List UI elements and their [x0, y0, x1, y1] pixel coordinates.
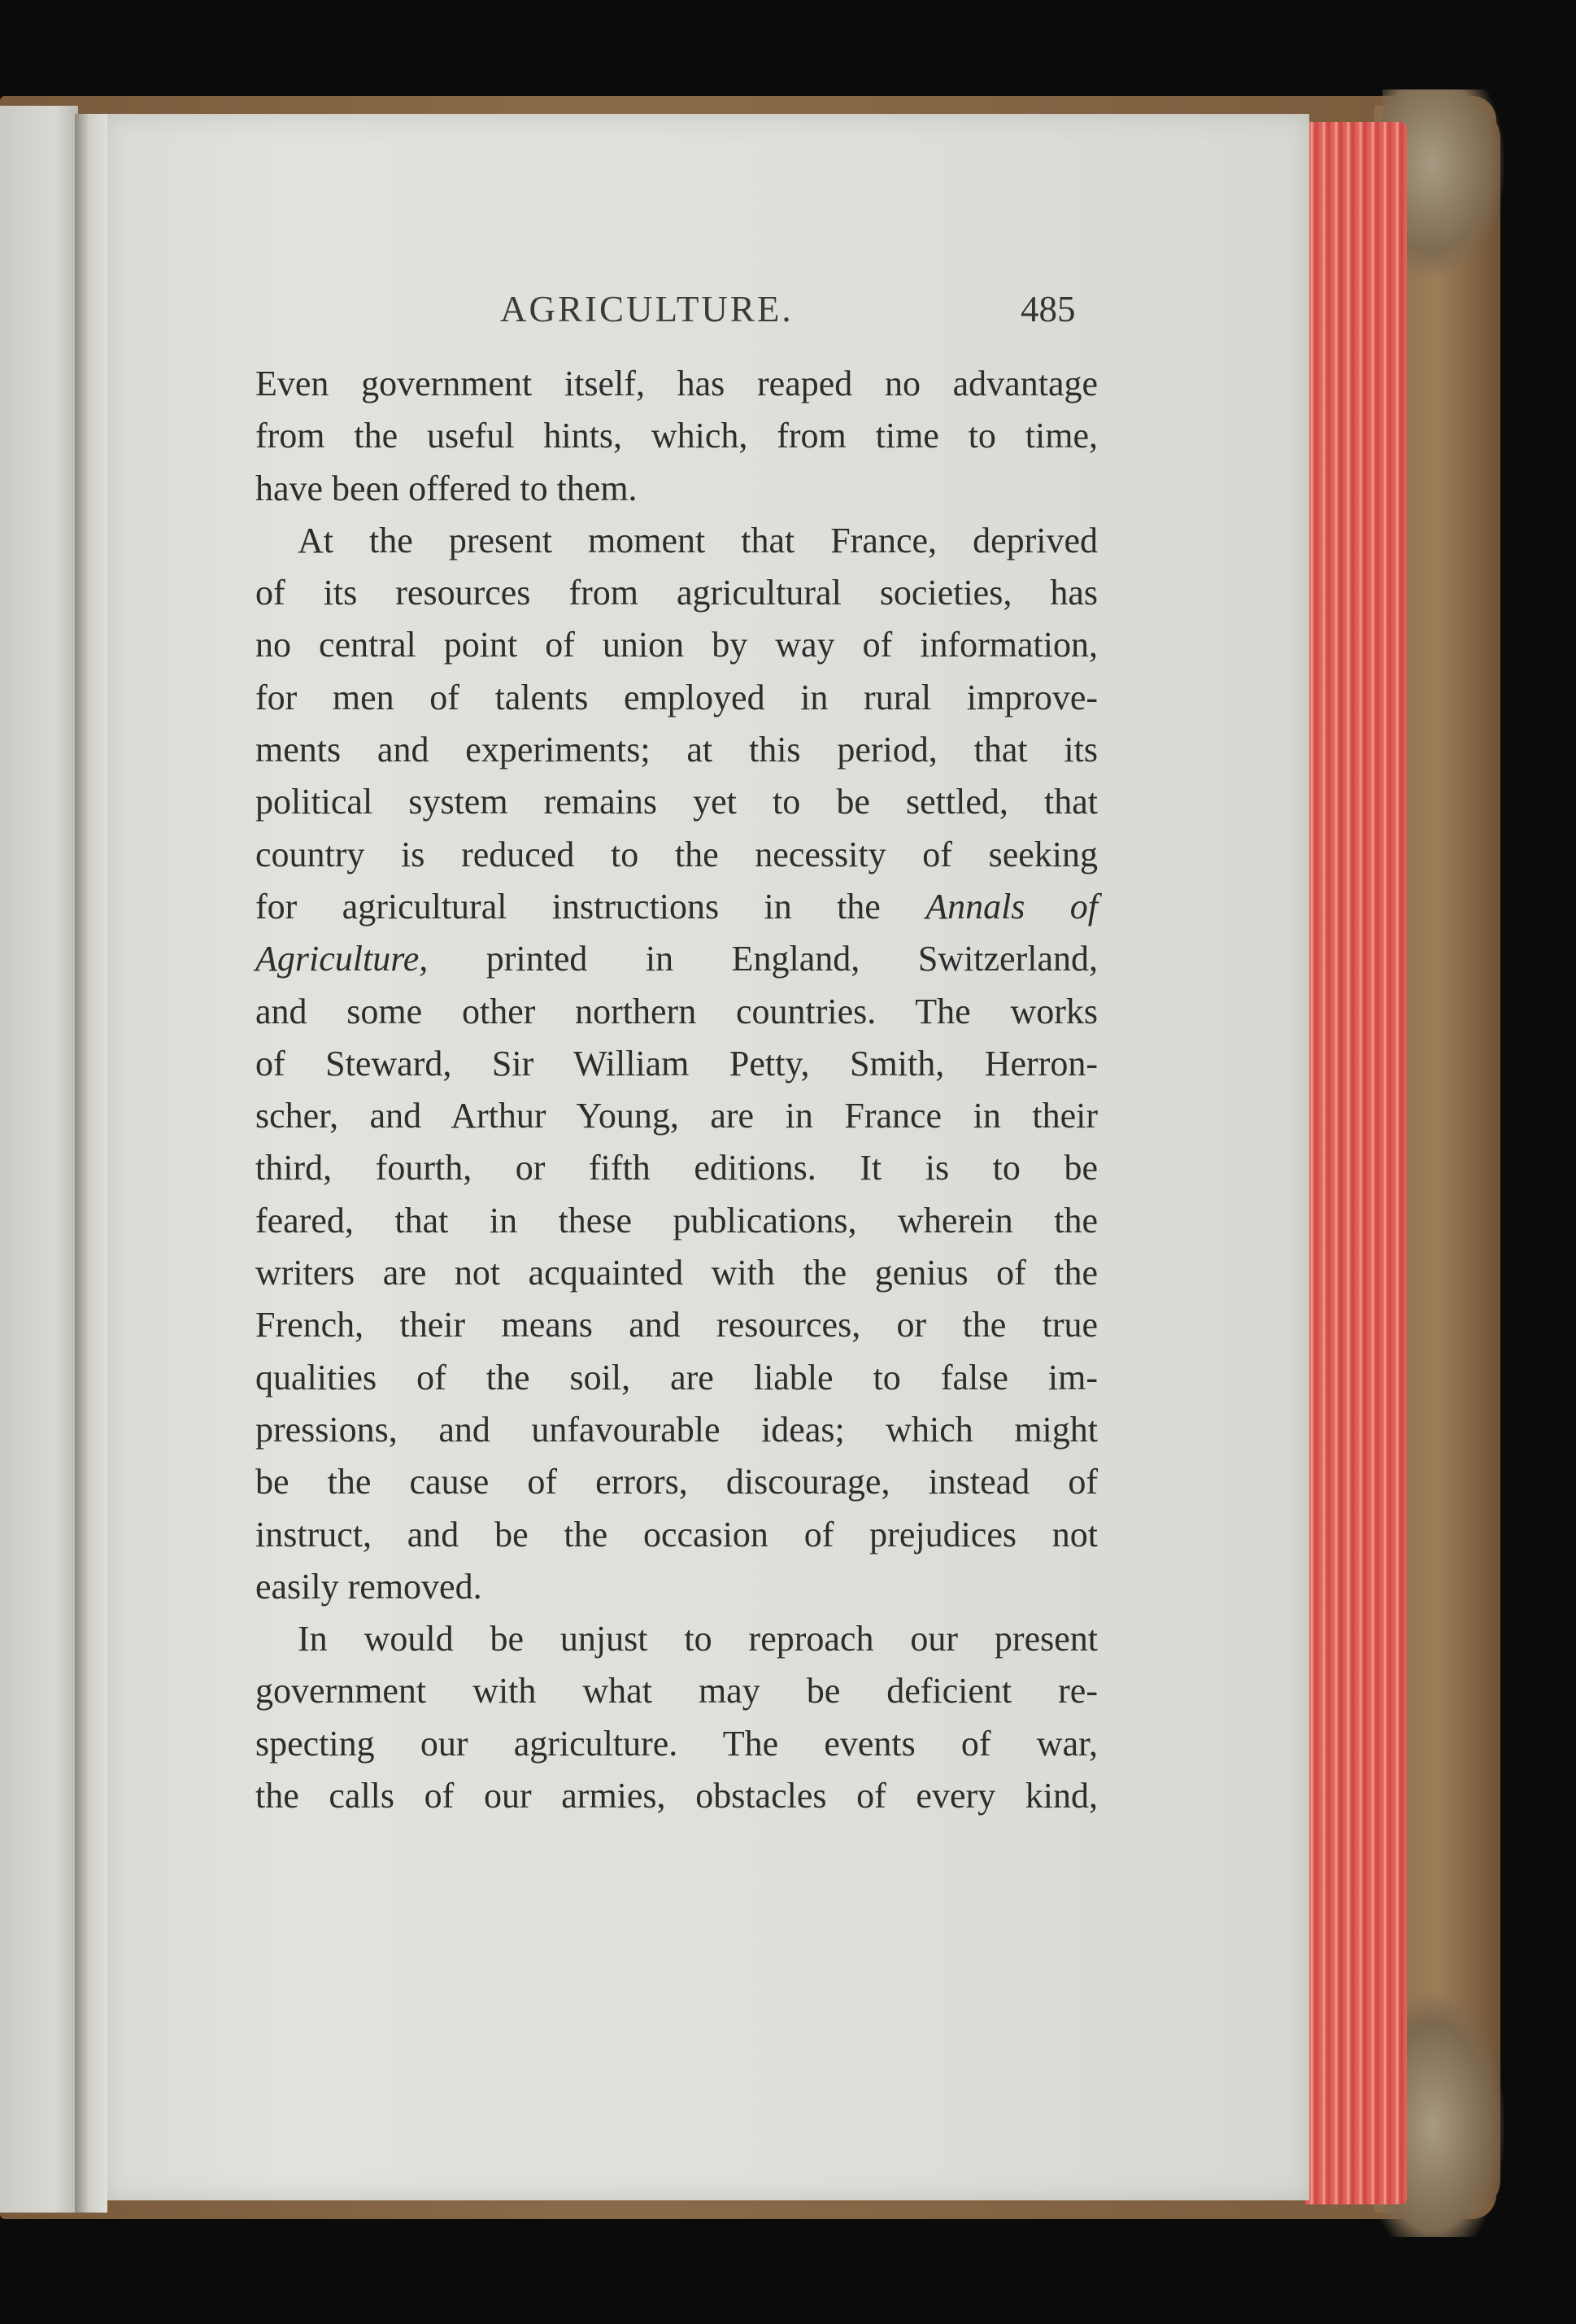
text-line: no central point of union by way of information,: [255, 625, 1098, 665]
text-line: government with what may be deficient re-: [255, 1671, 1098, 1711]
paragraph-start: In would be unjust to reproach our present: [298, 1619, 1098, 1659]
text-line: Even government itself, has reaped no advantage: [255, 364, 1098, 403]
body-text: [255, 358, 1098, 1822]
text-line: of Steward, Sir William Petty, Smith, Herron-: [255, 1043, 1098, 1084]
text-line: scher, and Arthur Young, are in France in their: [255, 1096, 1098, 1136]
text-line: qualities of the soil, are liable to false im-: [255, 1357, 1098, 1397]
text-line-with-italic: [255, 881, 1098, 933]
text-line: pressions, and unfavourable ideas; which might: [255, 1409, 1098, 1450]
text-line: French, their means and resources, or the true: [255, 1305, 1098, 1345]
text-line: the calls of our armies, obstacles of every kind,: [255, 1776, 1098, 1816]
page-gutter: [75, 114, 107, 2213]
red-page-edges: [1305, 122, 1407, 2204]
paragraph-start: At the present moment that France, deprived: [298, 520, 1098, 560]
text-line: be the cause of errors, discourage, instead of: [255, 1462, 1098, 1502]
text-line: instruct, and be the occasion of prejudices not: [255, 1514, 1098, 1554]
text-line: have been offered to them.: [255, 468, 638, 508]
page-number: 485: [1021, 289, 1076, 329]
running-head: AGRICULTURE.: [500, 289, 794, 329]
text-line: third, fourth, or fifth editions. It is to be: [255, 1148, 1098, 1188]
text-line: country is reduced to the necessity of seeking: [255, 834, 1098, 874]
text-line: easily removed.: [255, 1566, 482, 1607]
text-fragment: for agricultural instructions in the: [255, 886, 926, 927]
text-line-with-italic: [255, 933, 1098, 985]
text-line: specting our agriculture. The events of war,: [255, 1723, 1098, 1764]
text-line: from the useful hints, which, from time to time,: [255, 416, 1098, 456]
text-line: ments and experiments; at this period, that its: [255, 730, 1098, 770]
page-header: [0, 285, 1576, 334]
text-line: feared, that in these publications, wherein the: [255, 1200, 1098, 1240]
text-line: for men of talents employed in rural improve-: [255, 677, 1098, 717]
text-line: and some other northern countries. The works: [255, 991, 1098, 1031]
facing-page-left: [0, 106, 78, 2213]
italic-title-fragment: Agriculture,: [255, 939, 429, 979]
text-line: of its resources from agricultural societies, has: [255, 573, 1098, 613]
italic-title-fragment: Annals of: [925, 886, 1098, 927]
text-line: writers are not acquainted with the genius of the: [255, 1253, 1098, 1293]
text-line: political system remains yet to be settled, that: [255, 782, 1098, 822]
text-fragment: printed in England, Switzerland,: [428, 939, 1098, 979]
